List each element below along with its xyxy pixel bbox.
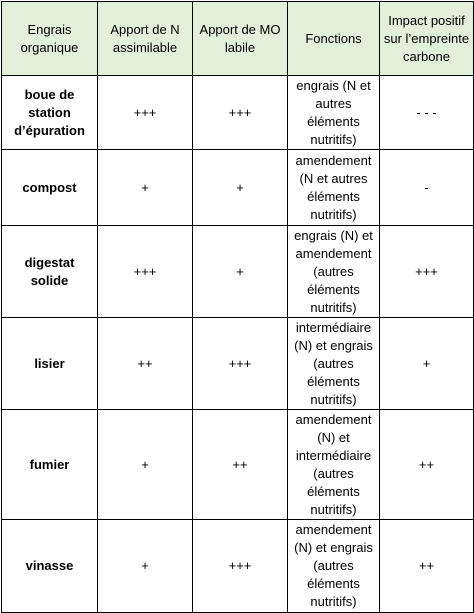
- header-apport-mo: Apport de MO labile: [193, 2, 288, 76]
- cell-fonctions: amendement (N) et intermédiaire (autres éléments nutritifs): [288, 410, 380, 520]
- cell-impact: +++: [380, 226, 474, 318]
- cell-impact: ++: [380, 520, 474, 613]
- cell-apport-n: +++: [98, 76, 193, 150]
- cell-apport-n: +++: [98, 226, 193, 318]
- table-row: [2, 410, 474, 520]
- row-name: compost: [2, 150, 98, 226]
- cell-apport-n: +: [98, 520, 193, 613]
- row-name: fumier: [2, 410, 98, 520]
- cell-apport-mo: +: [193, 226, 288, 318]
- cell-impact: ++: [380, 410, 474, 520]
- row-name: boue de station d’épuration: [2, 76, 98, 150]
- row-name: lisier: [2, 318, 98, 410]
- cell-fonctions: engrais (N) et amendement (autres éléments nutritifs): [288, 226, 380, 318]
- table-row: [2, 150, 474, 226]
- cell-apport-n: ++: [98, 318, 193, 410]
- cell-fonctions: intermédiaire (N) et engrais (autres éléments nutritifs): [288, 318, 380, 410]
- cell-fonctions: amendement (N et autres éléments nutritifs): [288, 150, 380, 226]
- organic-fertilizer-table: [1, 1, 474, 613]
- table-row: [2, 226, 474, 318]
- header-engrais-organique: Engrais organique: [2, 2, 98, 76]
- cell-impact: - - -: [380, 76, 474, 150]
- cell-apport-mo: +: [193, 150, 288, 226]
- header-fonctions: Fonctions: [288, 2, 380, 76]
- header-row: [2, 2, 474, 76]
- cell-apport-n: +: [98, 410, 193, 520]
- cell-apport-mo: +++: [193, 76, 288, 150]
- cell-fonctions: engrais (N et autres éléments nutritifs): [288, 76, 380, 150]
- table-row: [2, 318, 474, 410]
- header-apport-n: Apport de N assimilable: [98, 2, 193, 76]
- cell-impact: -: [380, 150, 474, 226]
- row-name: vinasse: [2, 520, 98, 613]
- cell-apport-mo: +++: [193, 318, 288, 410]
- cell-apport-mo: ++: [193, 410, 288, 520]
- cell-fonctions: amendement (N) et engrais (autres éléments nutritifs): [288, 520, 380, 613]
- cell-apport-mo: +++: [193, 520, 288, 613]
- header-impact-carbone: Impact positif sur l’empreinte carbone: [380, 2, 474, 76]
- row-name: digestat solide: [2, 226, 98, 318]
- table-row: [2, 520, 474, 613]
- cell-impact: +: [380, 318, 474, 410]
- table-row: [2, 76, 474, 150]
- cell-apport-n: +: [98, 150, 193, 226]
